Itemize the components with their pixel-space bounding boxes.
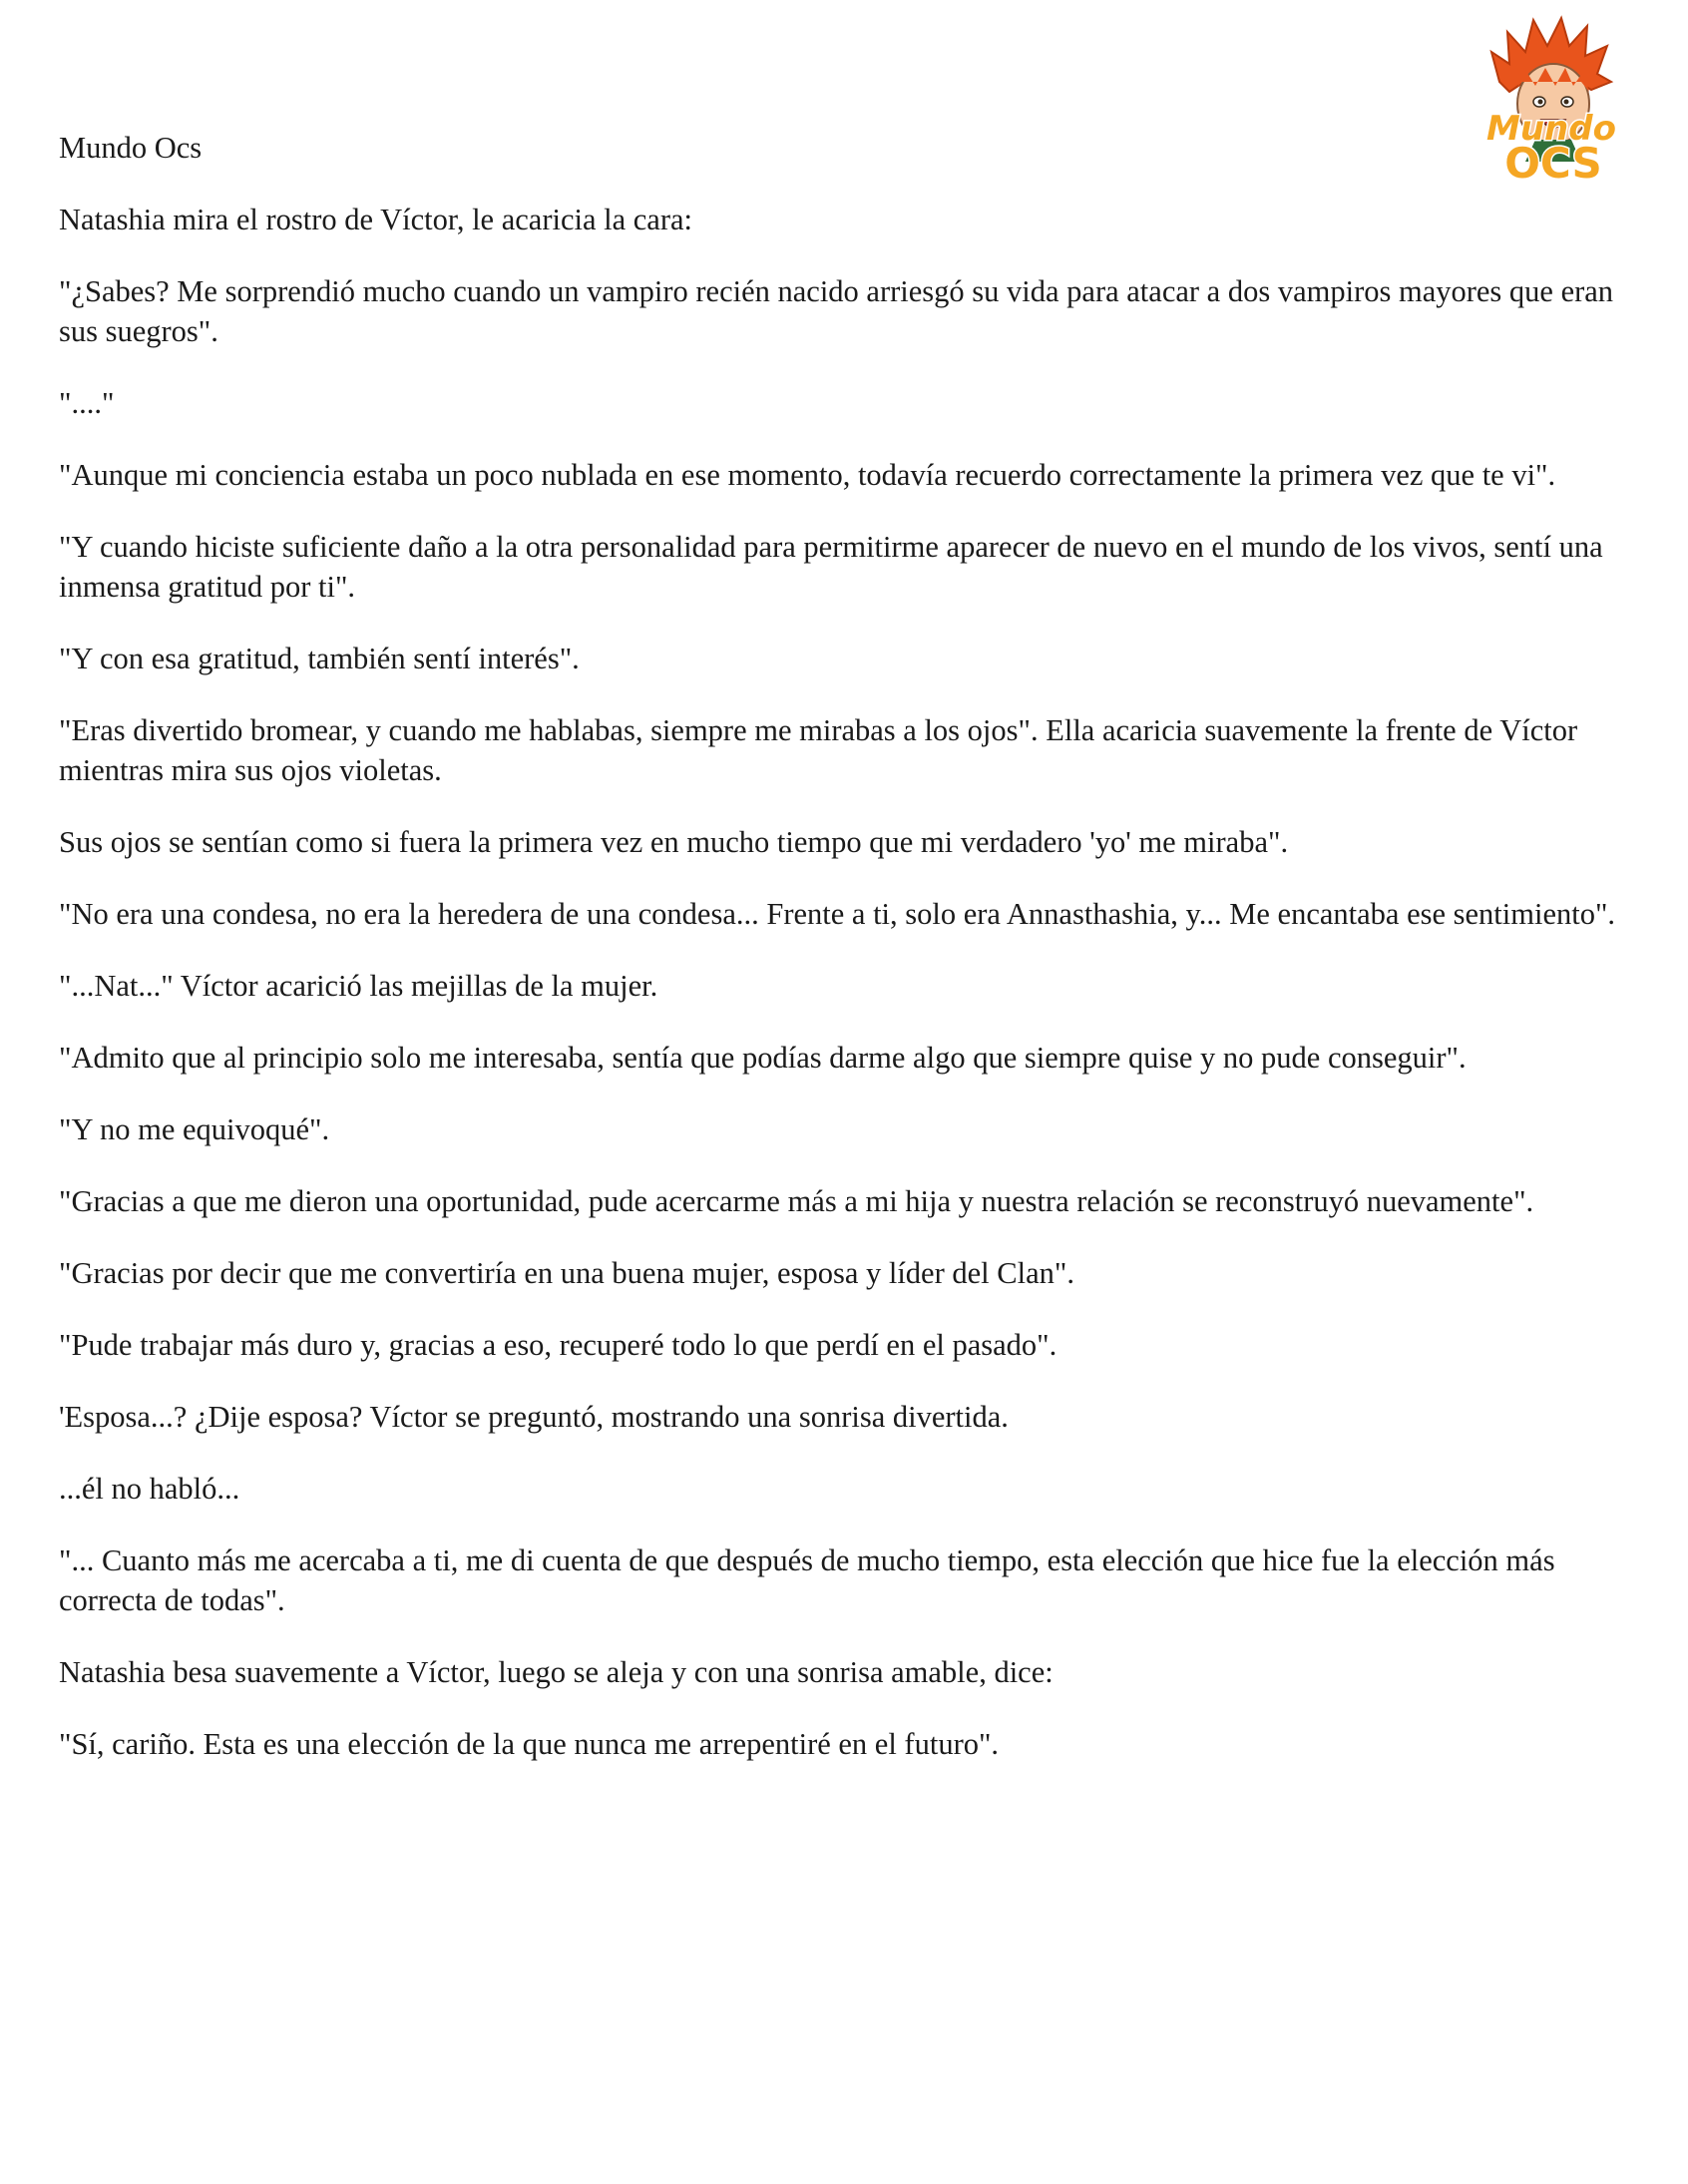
paragraph: Natashia besa suavemente a Víctor, luego se aleja y con una sonrisa amable, dice: (59, 1655, 1054, 1689)
paragraph: "Y no me equivoqué". (59, 1112, 330, 1146)
paragraph: Sus ojos se sentían como si fuera la primera vez en mucho tiempo que mi verdadero 'yo' me miraba". (59, 825, 1289, 859)
paragraph: "Admito que al principio solo me interesaba, sentía que podías darme algo que siempre quise y no pude conseguir". (59, 1041, 1467, 1075)
paragraph: "No era una condesa, no era la heredera de una condesa... Frente a ti, solo era Annasthashia, y... Me encantaba ese sentimiento". (59, 897, 1616, 931)
document-body (59, 128, 1655, 1796)
logo-text-ocs: OCS (1504, 139, 1602, 187)
paragraph: "Gracias a que me dieron una oportunidad, pude acercarme más a mi hija y nuestra relación se reconstruyó nuevamente". (59, 1184, 1534, 1218)
paragraph: "Y cuando hiciste suficiente daño a la otra personalidad para permitirme aparecer de nuevo en el mundo de los vivos, sentí una inmensa gratitud por ti". (59, 530, 1603, 604)
paragraph: 'Esposa...? ¿Dije esposa? Víctor se preguntó, mostrando una sonrisa divertida. (59, 1400, 1009, 1434)
paragraph: ...él no habló... (59, 1472, 240, 1506)
paragraph: "... Cuanto más me acercaba a ti, me di cuenta de que después de mucho tiempo, esta elección que hice fue la elección más correcta de todas". (59, 1543, 1555, 1617)
paragraph: "¿Sabes? Me sorprendió mucho cuando un vampiro recién nacido arriesgó su vida para atacar a dos vampiros mayores que eran sus suegros". (59, 274, 1614, 348)
paragraph: "...." (59, 386, 115, 420)
paragraph: "Y con esa gratitud, también sentí interés". (59, 642, 580, 675)
document-header: Mundo Ocs (59, 131, 203, 165)
paragraph: "...Nat..." Víctor acarició las mejillas de la mujer. (59, 969, 658, 1003)
paragraph: "Sí, cariño. Esta es una elección de la que nunca me arrepentiré en el futuro". (59, 1727, 1000, 1761)
paragraph: Natashia mira el rostro de Víctor, le acaricia la cara: (59, 203, 693, 236)
paragraph: "Pude trabajar más duro y, gracias a eso, recuperé todo lo que perdí en el pasado". (59, 1328, 1057, 1362)
paragraph: "Eras divertido bromear, y cuando me hablabas, siempre me mirabas a los ojos". Ella acaricia suavemente la frente de Víctor mientras mira sus ojos violetas. (59, 713, 1578, 787)
paragraph: "Gracias por decir que me convertiría en una buena mujer, esposa y líder del Clan". (59, 1256, 1074, 1290)
logo-text-mundo: Mundo (1486, 109, 1616, 149)
paragraph: "Aunque mi conciencia estaba un poco nublada en ese momento, todavía recuerdo correctamente la primera vez que te vi". (59, 458, 1556, 492)
